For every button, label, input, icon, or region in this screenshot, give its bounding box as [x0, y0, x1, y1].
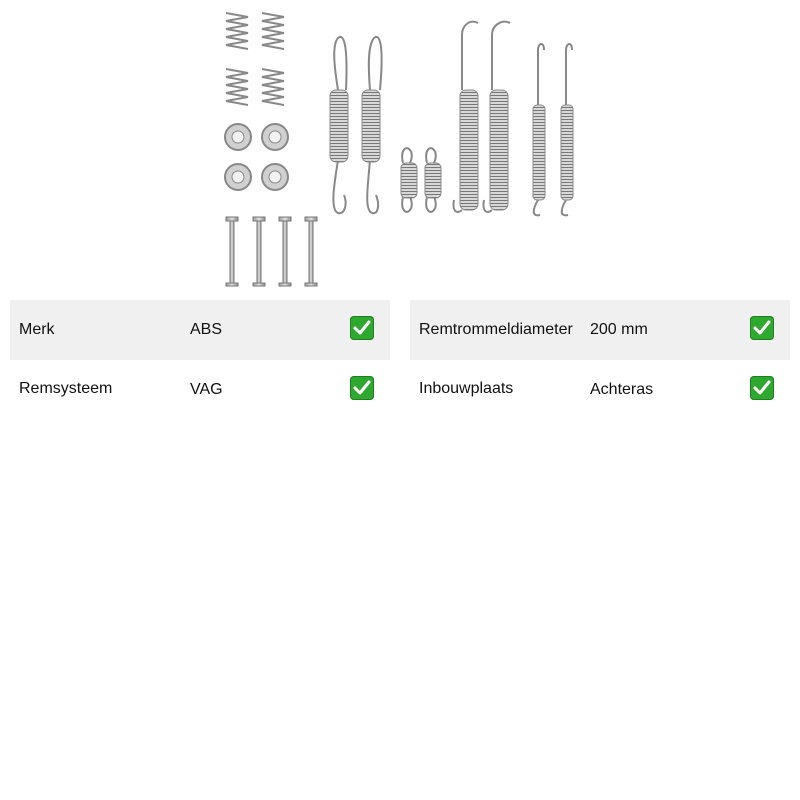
check-icon — [350, 316, 374, 340]
spec-label: Inbouwplaats — [419, 380, 514, 397]
spec-label: Merk — [19, 321, 55, 338]
check-icon — [350, 376, 374, 400]
spec-label: Remtrommeldiameter — [419, 321, 573, 338]
spec-row — [10, 300, 390, 360]
spec-label: Remsysteem — [19, 380, 113, 397]
spec-value: 200 mm — [590, 321, 648, 338]
spec-value: VAG — [190, 381, 223, 398]
spec-table-right — [410, 300, 790, 420]
spec-row — [410, 300, 790, 360]
spec-table-left — [10, 300, 390, 420]
spec-row — [410, 360, 790, 420]
spec-value: Achteras — [590, 381, 654, 398]
spec-value: ABS — [190, 321, 223, 338]
spec-row — [10, 360, 390, 420]
check-icon — [750, 316, 774, 340]
brake-spring-kit-image — [220, 5, 580, 290]
check-icon — [750, 376, 774, 400]
